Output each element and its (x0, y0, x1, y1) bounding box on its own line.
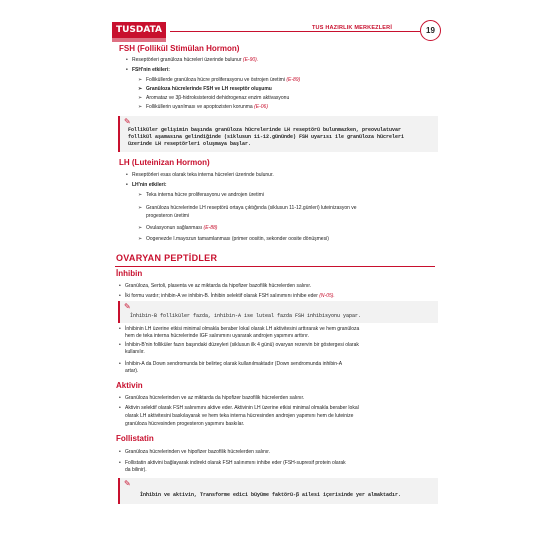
header-rule (170, 31, 420, 32)
inhibin-l2-ref: (N-05). (319, 293, 335, 299)
lh-effect-2b: progesteron üretimi (146, 213, 190, 219)
fsh-l1-text: Reseptörleri granüloza hücreleri üzerinde bulunur (132, 57, 242, 63)
inhibin-line-5b: artar). (125, 368, 139, 374)
note-fsh-line-3: üzerinde LH reseptörleri oluşmaya başlar. (128, 141, 252, 147)
pen-icon: ✎ (124, 479, 131, 488)
aktivin-line-1: • Granüloza hücrelerinden ve az miktarda da hipofizer bazofilik hücrelerden salınır. (125, 395, 304, 401)
logo-underline (112, 38, 166, 42)
lh-effect-4: ➢ Oogenezde I.mayozun tamamlanması (primer oositin, sekonder oosite dönüşmesi) (146, 236, 329, 242)
lh-a3-ref: (E-88) (203, 225, 218, 231)
follistatin-line-2b: da bilinir). (125, 467, 147, 473)
pen-icon: ✎ (124, 117, 131, 126)
aktivin-line-2c: granüloza hücresinden progesteron yapımını baskılar. (125, 421, 245, 427)
fsh-a4-ref: (E-06) (254, 104, 269, 110)
logo: TUSDATA (112, 22, 166, 38)
section-rule (115, 266, 435, 267)
section-title-lh: LH (Luteinizan Hormon) (119, 158, 210, 167)
section-title-inhibin: İnhibin (116, 269, 143, 278)
fsh-line-1 (132, 57, 258, 63)
fsh-line-2: • FSH'nin etkileri: (132, 67, 170, 73)
fsh-l1-ref: (E-90). (242, 57, 259, 63)
section-title-ovaryan: OVARYAN PEPTİDLER (116, 253, 218, 263)
note-box-fsh (118, 116, 438, 152)
follistatin-line-1: • Granüloza hücrelerinden ve hipofizer bazofilik hücrelerden salınır. (125, 449, 270, 455)
fsh-a1-ref: (E-89) (286, 77, 301, 83)
lh-effect-1: ➢ Teka interna hücre proliferasyonu ve androjen üretimi (146, 192, 264, 198)
fsh-a4-text: Folliküllerin uyarılması ve apoptozisten korunma (146, 104, 253, 110)
section-title-fsh: FSH (Follikül Stimülan Hormon) (119, 44, 240, 53)
aktivin-line-2a: • Aktivin selektif olarak FSH salınımını aktive eder. Aktivinin LH üzerine etkisi minimal olmakla beraber lokal (125, 405, 359, 411)
note-inhibin-text: İnhibin-B folliküler fazda, inhibin-A ise luteal fazda FSH inhibisyonu yapar. (130, 313, 362, 319)
inhibin-line-2 (125, 293, 335, 299)
inhibin-line-5a: • İnhibin-A da Down sendromunda bir belirteç olarak kullanılmaktadır (Down sendromunda inhibin-A (125, 361, 342, 367)
lh-effect-2a: ➢ Granüloza hücrelerinde LH reseptörü ortaya çıktığında (siklusun 11-12.günleri) luteinizasyon ve (146, 205, 357, 211)
lh-line-2: • LH'nin etkileri: (132, 182, 167, 188)
lh-a3-text: Ovulasyonun sağlanması (146, 225, 203, 231)
follistatin-line-2a: • Follistatin aktivini bağlayarak indirekt olarak FSH salınımını inhibe eder (FSH-supresif protein olarak (125, 460, 346, 466)
inhibin-l2-text: İki formu vardır; inhibin-A ve inhibin-B. İnhibin selektif olarak FSH salınımını inhibe eder (125, 293, 318, 299)
header-title: TUS HAZIRLIK MERKEZLERİ (312, 25, 393, 31)
note-fsh-line-2: follikül aşamasına gelindiğinde (siklusun 11-12.gününde) FSH uyarısı ile granüloza hücreleri (128, 134, 405, 140)
fsh-a1-text: Folliküllerde granüloza hücre proliferasyonu ve östrojen üretimi (146, 77, 285, 83)
fsh-effect-2: ➢ Granüloza hücrelerinde FSH ve LH reseptör oluşumu (146, 86, 272, 92)
fsh-effect-4 (146, 104, 268, 110)
section-title-follistatin: Follistatin (116, 434, 154, 443)
fsh-effect-3: ➢ Aromataz ve 3β-hidroksisteroid dehidrogenaz enzim aktivasyonu (146, 95, 289, 101)
fsh-effect-1 (146, 77, 300, 83)
inhibin-line-3a: • İnhibinin LH üzerine etkisi minimal olmakla beraber lokal olarak LH aktivitesini arttırarak ve hem granüloza (125, 326, 359, 332)
note-follistatin-text: İnhibin ve aktivin, Transforme edici büyüme faktörü-β ailesi içerisinde yer almaktadır. (140, 492, 402, 498)
inhibin-line-3b: hem de teka interna hücrelerinde IGF salınımını uyararak androjen yapımını arttırır. (125, 333, 309, 339)
section-title-aktivin: Aktivin (116, 381, 143, 390)
lh-effect-3 (146, 225, 217, 231)
note-box-inhibin (118, 301, 438, 323)
note-box-follistatin (118, 478, 438, 504)
aktivin-line-2b: olarak LH aktivitesini baskılayarak ve hem teka interna hücresinden androjen yapımını hem de luteinize (125, 413, 354, 419)
lh-line-1: • Reseptörleri esas olarak teka interna hücreleri üzerinde bulunur. (132, 172, 274, 178)
inhibin-line-4b: kullanılır. (125, 349, 145, 355)
pen-icon: ✎ (124, 302, 131, 311)
inhibin-line-4a: • İnhibin-B'nin folliküler fazın başındaki düzeyleri (siklusun ilk 4 günü) ovaryan rezervin bir göstergesi olarak (125, 342, 359, 348)
note-fsh-line-1: Folliküler gelişimin başında granüloza hücrelerinde LH reseptörü bulunmazken, preovulatuvar (128, 127, 402, 133)
page-number: 19 (420, 20, 441, 41)
inhibin-line-1: • Granüloza, Sertoli, plasenta ve az miktarda da hipofizer bazofilik hücrelerden salınır. (125, 283, 311, 289)
